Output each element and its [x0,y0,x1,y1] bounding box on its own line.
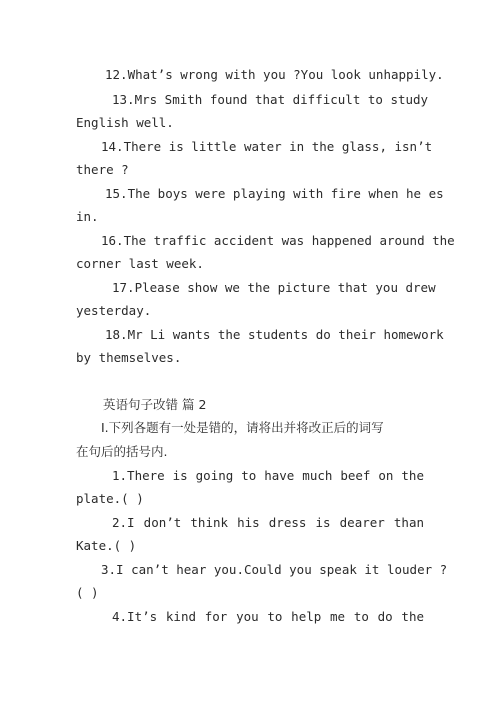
sentence-18-line-1: 18.Mr Li wants the students do their homework [105,327,444,342]
sentence-15-line-2: in. [76,209,99,224]
instruction-line-1: Ⅰ.下列各题有一处是错的，请将出并将改正后的词写 [101,420,384,435]
sentence-13-line-1: 13.Mrs Smith found that difficult to study [112,92,429,107]
exercise-4-line-1: 4.It’s kind for you to help me to do the [112,609,424,624]
sentence-15-line-1: 15.The boys were playing with fire when he es [105,186,444,201]
sentence-16-line-2: corner last week. [76,256,204,271]
section-heading: 英语句子改错 篇 2 [103,397,207,412]
sentence-14-line-2: there ? [76,162,129,177]
sentence-13-line-2: English well. [76,115,174,130]
instruction-line-2: 在句后的括号内. [76,444,168,459]
exercise-1-line-1: 1.There is going to have much beef on the [112,468,424,483]
sentence-17-line-2: yesterday. [76,303,152,318]
sentence-14-line-1: 14.There is little water in the glass, isn’t [101,139,433,154]
exercise-3-line-2: ( ) [76,585,99,600]
exercise-2-line-1: 2.I don’t think his dress is dearer than [112,515,424,530]
sentence-12-line-1: 12.What’s wrong with you ?You look unhappily. [105,67,444,82]
sentence-16-line-1: 16.The traffic accident was happened around the [101,233,455,248]
exercise-3-line-1: 3.I can’t hear you.Could you speak it louder ? [101,562,448,577]
sentence-17-line-1: 17.Please show we the picture that you drew [112,280,436,295]
exercise-2-line-2: Kate.( ) [76,538,137,553]
exercise-1-line-2: plate.( ) [76,491,144,506]
sentence-18-line-2: by themselves. [76,350,182,365]
